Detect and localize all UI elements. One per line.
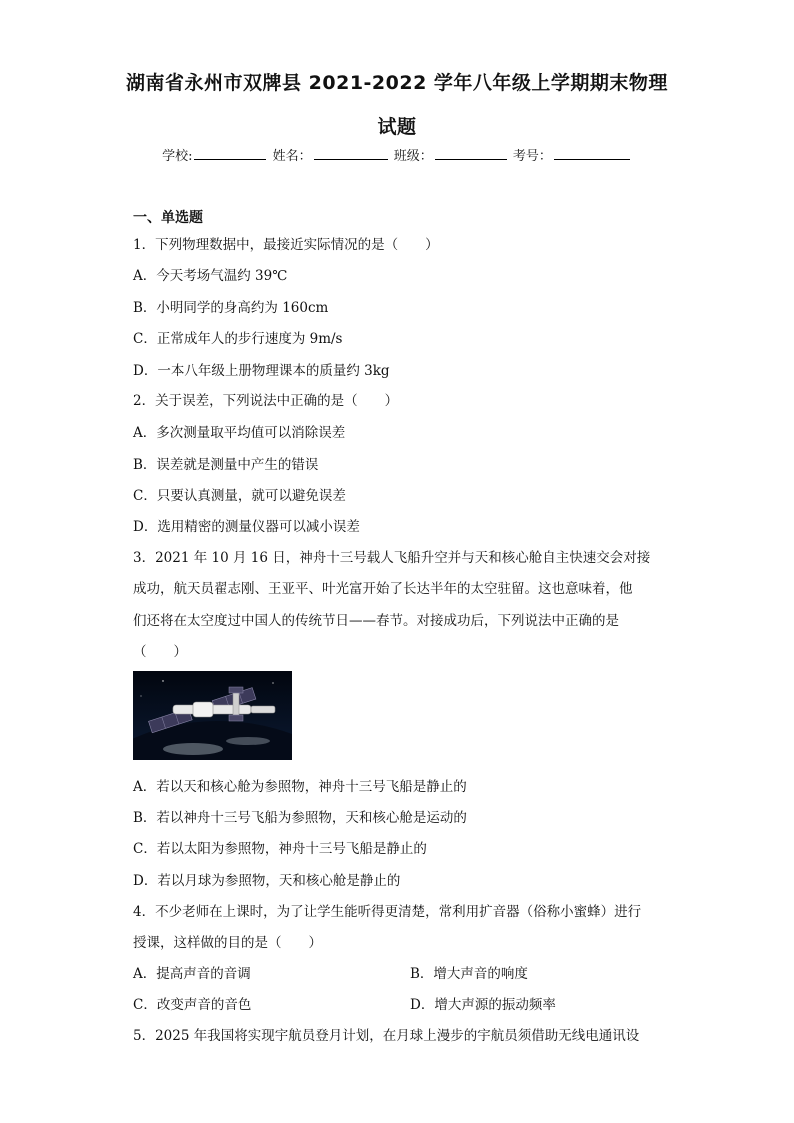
q3-stem-line2: 成功，航天员翟志刚、王亚平、叶光富开始了长达半年的太空驻留。这也意味着，他 xyxy=(133,581,633,597)
q4-option-d: D．增大声源的振动频率 xyxy=(410,997,556,1013)
q3-stem-line3: 们还将在太空度过中国人的传统节日——春节。对接成功后，下列说法中正确的是 xyxy=(133,613,619,629)
name-blank[interactable] xyxy=(314,147,388,160)
q3-option-b: B．若以神舟十三号飞船为参照物，天和核心舱是运动的 xyxy=(133,810,467,826)
q4-option-c: C．改变声音的音色 xyxy=(133,997,252,1013)
q2-option-b: B．误差就是测量中产生的错误 xyxy=(133,457,319,473)
q1-option-c: C．正常成年人的步行速度为 9m/s xyxy=(133,331,343,347)
name-label: 姓名： xyxy=(272,149,312,164)
q1-option-a: A．今天考场气温约 39℃ xyxy=(133,268,288,284)
q4-stem-line1: 4．不少老师在上课时，为了让学生能听得更清楚，常利用扩音器（俗称小蜜蜂）进行 xyxy=(133,904,642,920)
class-label: 班级： xyxy=(393,149,433,164)
q3-option-a: A．若以天和核心舱为参照物，神舟十三号飞船是静止的 xyxy=(133,779,467,795)
q2-option-a: A．多次测量取平均值可以消除误差 xyxy=(133,425,346,441)
section-heading: 一、单选题 xyxy=(133,210,203,226)
q4-stem-line2: 授课，这样做的目的是（ ） xyxy=(133,935,322,951)
exam-title-line2: 试题 xyxy=(377,116,417,138)
q2-option-d: D．选用精密的测量仪器可以减小误差 xyxy=(133,519,360,535)
class-blank[interactable] xyxy=(435,147,507,160)
number-label: 考号： xyxy=(512,149,552,164)
q3-stem-line4: （ ） xyxy=(133,644,187,660)
q1-stem: 1．下列物理数据中，最接近实际情况的是（ ） xyxy=(133,237,439,253)
q4-option-b: B．增大声音的响度 xyxy=(410,966,528,982)
student-info-fields xyxy=(0,145,794,164)
q1-option-d: D．一本八年级上册物理课本的质量约 3kg xyxy=(133,363,390,379)
space-station-image xyxy=(133,671,292,760)
q1-option-b: B．小明同学的身高约为 160cm xyxy=(133,300,329,316)
q4-option-a: A．提高声音的音调 xyxy=(133,966,251,982)
q2-option-c: C．只要认真测量，就可以避免误差 xyxy=(133,488,346,504)
number-blank[interactable] xyxy=(554,147,630,160)
q3-stem-line1: 3．2021 年 10 月 16 日，神舟十三号载人飞船升空并与天和核心舱自主快速交会对接 xyxy=(133,550,651,566)
school-blank[interactable] xyxy=(194,147,266,160)
q2-stem: 2．关于误差，下列说法中正确的是（ ） xyxy=(133,393,399,409)
school-label: 学校: xyxy=(162,149,193,164)
q5-stem-line1: 5．2025 年我国将实现宇航员登月计划，在月球上漫步的宇航员须借助无线电通讯设 xyxy=(133,1028,640,1044)
q3-option-c: C．若以太阳为参照物，神舟十三号飞船是静止的 xyxy=(133,841,427,857)
exam-title-line1: 湖南省永州市双牌县 2021-2022 学年八年级上学期期末物理 xyxy=(126,72,668,94)
q3-option-d: D．若以月球为参照物，天和核心舱是静止的 xyxy=(133,873,401,889)
